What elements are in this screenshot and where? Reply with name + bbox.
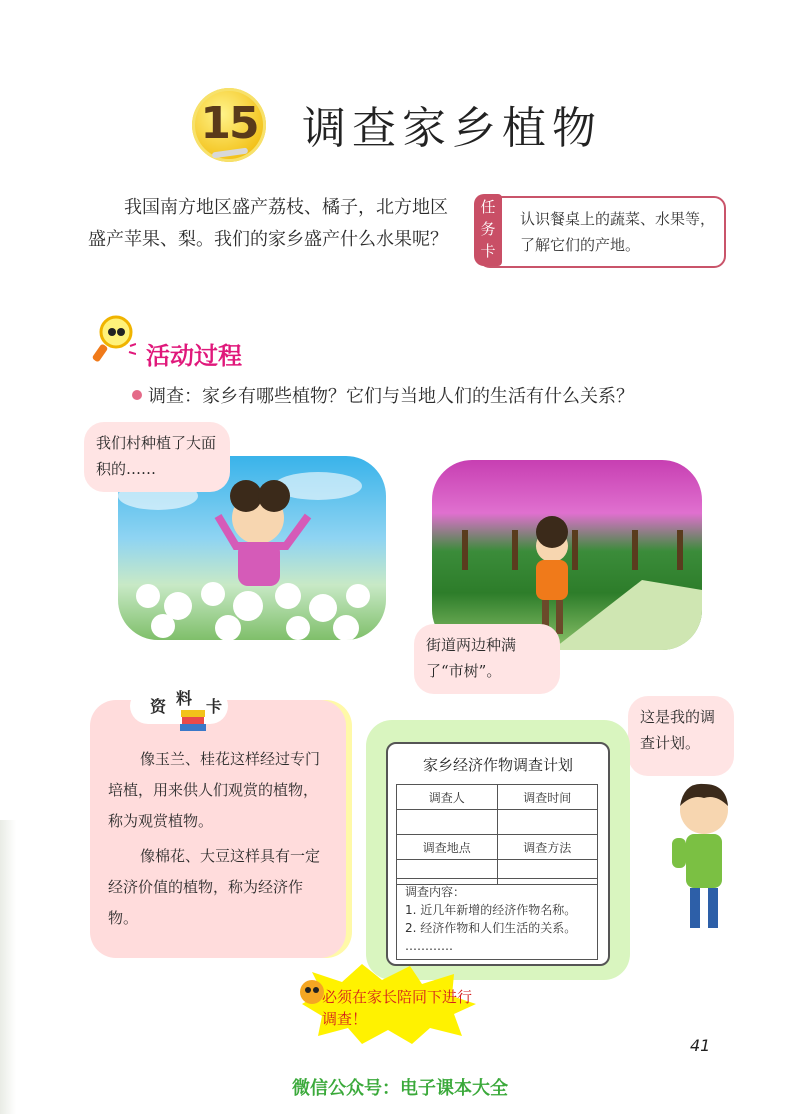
page-number: 41 bbox=[690, 1036, 711, 1055]
table-cell bbox=[397, 810, 498, 835]
content-item: 2. 经济作物和人们生活的关系。 bbox=[405, 921, 577, 935]
table-cell bbox=[497, 810, 598, 835]
info-card-title-char: 料 bbox=[176, 689, 193, 708]
table-cell: 调查地点 bbox=[397, 835, 498, 860]
page-title: 调查家乡植物 bbox=[302, 103, 602, 154]
info-paragraph: 像棉花、大豆这样具有一定经济价值的植物，称为经济作物。 bbox=[108, 847, 321, 927]
task-card-text: 认识餐桌上的蔬菜、水果等，了解它们的产地。 bbox=[520, 210, 716, 254]
books-icon bbox=[178, 706, 208, 736]
content-label: 调查内容： bbox=[405, 885, 466, 899]
magnifier-icon bbox=[92, 314, 136, 364]
street-trees-illustration bbox=[432, 460, 702, 650]
survey-plan-table bbox=[396, 784, 598, 885]
speech-bubble-girl: 我们村种植了大面积的…… bbox=[84, 422, 230, 492]
warning-text: 必须在家长陪同下进行调查！ bbox=[322, 988, 473, 1028]
info-card-title-char: 卡 bbox=[206, 697, 223, 716]
info-card-title-char: 资 bbox=[150, 697, 167, 716]
speech-bubble-boy: 这是我的调查计划。 bbox=[628, 696, 734, 776]
content-item: ………… bbox=[405, 939, 453, 953]
table-cell: 调查方法 bbox=[497, 835, 598, 860]
info-paragraph: 像玉兰、桂花这样经过专门培植，用来供人们观赏的植物，称为观赏植物。 bbox=[108, 750, 321, 830]
survey-plan-title: 家乡经济作物调查计划 bbox=[422, 756, 573, 774]
bullet-icon bbox=[132, 390, 142, 400]
survey-question: 调查：家乡有哪些植物？它们与当地人们的生活有什么关系？ bbox=[148, 386, 634, 407]
content-item: 1. 近几年新增的经济作物名称。 bbox=[405, 903, 577, 917]
survey-plan-content bbox=[396, 878, 598, 960]
speech-bubble-street: 街道两边种满了“市树”。 bbox=[414, 624, 560, 694]
intro-text bbox=[88, 192, 448, 256]
footer-watermark: 微信公众号：电子课本大全 bbox=[292, 1078, 508, 1099]
lesson-number: 15 bbox=[200, 98, 258, 149]
boy-illustration bbox=[664, 776, 744, 946]
table-cell: 调查时间 bbox=[497, 785, 598, 810]
table-cell: 调查人 bbox=[397, 785, 498, 810]
intro-paragraph: 我国南方地区盛产荔枝、橘子，北方地区盛产苹果、梨。我们的家乡盛产什么水果呢？ bbox=[88, 197, 448, 250]
info-card-text bbox=[108, 744, 332, 938]
page-edge-shadow bbox=[0, 820, 16, 1114]
activity-title: 活动过程 bbox=[146, 342, 242, 370]
task-card-tag: 任务卡 bbox=[474, 194, 502, 266]
